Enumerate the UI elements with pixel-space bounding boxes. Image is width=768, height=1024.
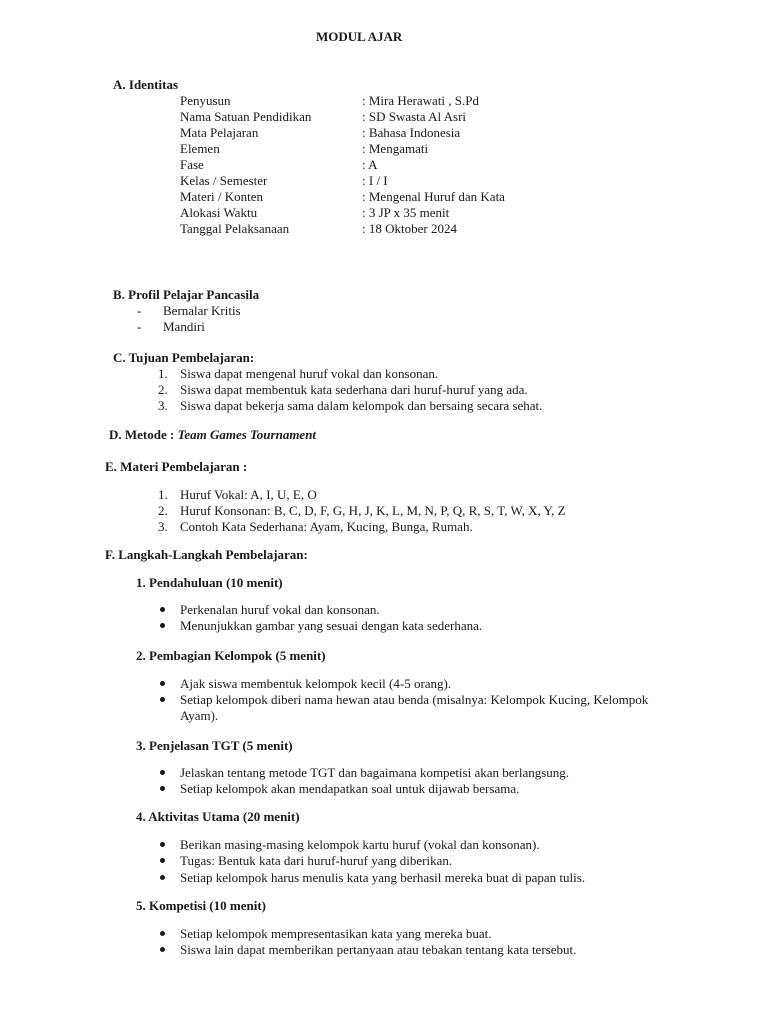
step-title: 4. Aktivitas Utama (20 menit) bbox=[136, 809, 300, 824]
identitas-label: Elemen bbox=[180, 141, 220, 156]
identitas-value: : SD Swasta Al Asri bbox=[362, 109, 467, 124]
identitas-value: : Mira Herawati , S.Pd bbox=[362, 93, 479, 108]
identitas-value: : A bbox=[362, 157, 378, 172]
step-bullet: Siswa lain dapat memberikan pertanyaan atau tebakan tentang kata tersebut. bbox=[180, 942, 577, 957]
identitas-label: Fase bbox=[180, 157, 204, 172]
metode-prefix: D. Metode : bbox=[109, 427, 178, 442]
list-item: Siswa dapat membentuk kata sederhana dari huruf-huruf yang ada. bbox=[180, 382, 528, 397]
list-item: Huruf Vokal: A, I, U, E, O bbox=[180, 487, 317, 502]
list-item: Siswa dapat bekerja sama dalam kelompok dan bersaing secara sehat. bbox=[180, 398, 543, 413]
step-bullet: Setiap kelompok diberi nama hewan atau benda (misalnya: Kelompok Kucing, Kelompok bbox=[180, 692, 649, 707]
step-bullet: Menunjukkan gambar yang sesuai dengan kata sederhana. bbox=[180, 618, 483, 633]
document-title: MODUL AJAR bbox=[316, 29, 403, 44]
list-number: 3. bbox=[158, 398, 168, 413]
step-bullet: Setiap kelompok harus menulis kata yang berhasil mereka buat di papan tulis. bbox=[180, 870, 586, 885]
list-number: 2. bbox=[158, 382, 168, 397]
profil-item: Mandiri bbox=[163, 319, 205, 334]
bullet-icon bbox=[160, 858, 165, 863]
bullet-icon bbox=[160, 623, 165, 628]
bullet-icon bbox=[160, 875, 165, 880]
step-bullet: Ajak siswa membentuk kelompok kecil (4-5 orang). bbox=[180, 676, 452, 691]
identitas-label: Materi / Konten bbox=[180, 189, 264, 204]
identitas-value: : Mengamati bbox=[362, 141, 429, 156]
profil-item: Bernalar Kritis bbox=[163, 303, 241, 318]
bullet-icon bbox=[160, 842, 165, 847]
step-bullet-continuation: Ayam). bbox=[180, 708, 219, 723]
step-title: 2. Pembagian Kelompok (5 menit) bbox=[136, 648, 326, 663]
step-bullet: Tugas: Bentuk kata dari huruf-huruf yang diberikan. bbox=[180, 853, 453, 868]
step-bullet: Jelaskan tentang metode TGT dan bagaimana kompetisi akan berlangsung. bbox=[180, 765, 570, 780]
list-item: Huruf Konsonan: B, C, D, F, G, H, J, K, L, M, N, P, Q, R, S, T, W, X, Y, Z bbox=[180, 503, 566, 518]
bullet-icon bbox=[160, 770, 165, 775]
bullet-icon bbox=[160, 931, 165, 936]
bullet-icon bbox=[160, 947, 165, 952]
section-f-heading: F. Langkah-Langkah Pembelajaran: bbox=[105, 547, 308, 562]
identitas-label: Nama Satuan Pendidikan bbox=[180, 109, 312, 124]
step-bullet: Perkenalan huruf vokal dan konsonan. bbox=[180, 602, 380, 617]
bullet-icon bbox=[160, 681, 165, 686]
section-e-heading: E. Materi Pembelajaran : bbox=[105, 459, 248, 474]
list-item: Siswa dapat mengenal huruf vokal dan konsonan. bbox=[180, 366, 439, 381]
identitas-value: : 3 JP x 35 menit bbox=[362, 205, 450, 220]
identitas-label: Alokasi Waktu bbox=[180, 205, 258, 220]
identitas-value: : Bahasa Indonesia bbox=[362, 125, 461, 140]
identitas-value: : Mengenal Huruf dan Kata bbox=[362, 189, 505, 204]
section-b-heading: B. Profil Pelajar Pancasila bbox=[113, 287, 260, 302]
bullet-icon bbox=[160, 607, 165, 612]
identitas-label: Kelas / Semester bbox=[180, 173, 268, 188]
step-title: 1. Pendahuluan (10 menit) bbox=[136, 575, 283, 590]
dash-marker: - bbox=[137, 303, 142, 318]
list-number: 1. bbox=[158, 487, 168, 502]
step-title: 5. Kompetisi (10 menit) bbox=[136, 898, 266, 913]
identitas-value: : I / I bbox=[362, 173, 388, 188]
step-bullet: Berikan masing-masing kelompok kartu huruf (vokal dan konsonan). bbox=[180, 837, 540, 852]
list-number: 2. bbox=[158, 503, 168, 518]
identitas-label: Tanggal Pelaksanaan bbox=[180, 221, 290, 236]
section-d-heading bbox=[109, 427, 316, 443]
identitas-label: Mata Pelajaran bbox=[180, 125, 259, 140]
identitas-label: Penyusun bbox=[180, 93, 231, 108]
list-number: 1. bbox=[158, 366, 168, 381]
list-number: 3. bbox=[158, 519, 168, 534]
step-title: 3. Penjelasan TGT (5 menit) bbox=[136, 738, 293, 753]
dash-marker: - bbox=[137, 319, 142, 334]
section-a-heading: A. Identitas bbox=[113, 77, 179, 92]
identitas-value: : 18 Oktober 2024 bbox=[362, 221, 457, 236]
bullet-icon bbox=[160, 697, 165, 702]
step-bullet: Setiap kelompok akan mendapatkan soal untuk dijawab bersama. bbox=[180, 781, 520, 796]
metode-value: Team Games Tournament bbox=[177, 427, 317, 442]
list-item: Contoh Kata Sederhana: Ayam, Kucing, Bunga, Rumah. bbox=[180, 519, 473, 534]
bullet-icon bbox=[160, 786, 165, 791]
step-bullet: Setiap kelompok mempresentasikan kata yang mereka buat. bbox=[180, 926, 492, 941]
section-c-heading: C. Tujuan Pembelajaran: bbox=[113, 350, 255, 365]
